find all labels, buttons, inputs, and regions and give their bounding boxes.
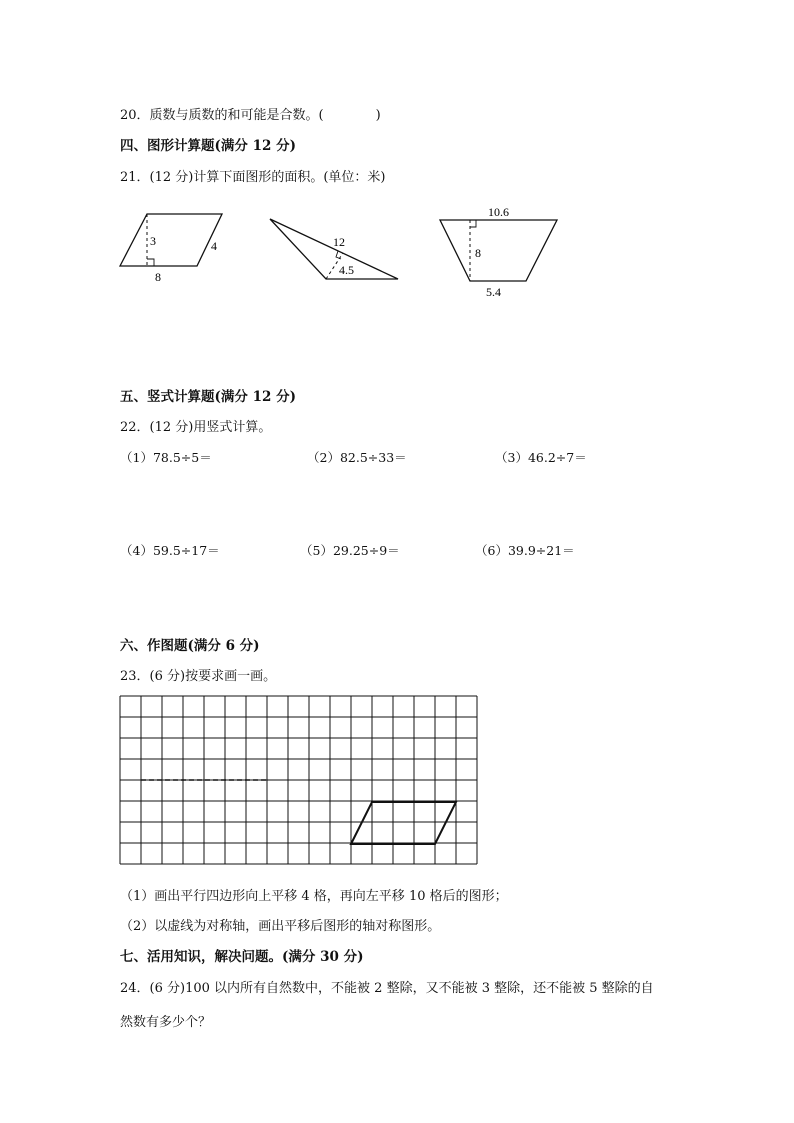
right-angle-mark xyxy=(470,220,476,227)
parallelogram-shape xyxy=(120,214,222,266)
parallelogram-height-label: 3 xyxy=(150,234,156,248)
calc-item-3: （3）46.2÷7＝ xyxy=(495,450,587,465)
q23-instruction-2: （2）以虚线为对称轴，画出平移后图形的轴对称图形。 xyxy=(120,919,441,934)
trapezoid-bottom-label: 5.4 xyxy=(486,285,501,299)
question-22: 22．(12 分)用竖式计算。 xyxy=(120,420,272,435)
trapezoid-height-label: 8 xyxy=(475,246,481,260)
question-21: 21．(12 分)计算下面图形的面积。(单位：米) xyxy=(120,170,386,185)
question-24-line-1: 24．(6 分)100 以内所有自然数中，不能被 2 整除，又不能被 3 整除，还不能被 5 整除的自 xyxy=(120,981,654,996)
section-4-heading: 四、图形计算题(满分 12 分) xyxy=(120,138,296,154)
triangle-base-label: 12 xyxy=(333,235,345,249)
trapezoid-top-label: 10.6 xyxy=(488,205,509,219)
right-angle-mark xyxy=(147,259,154,266)
q23-grid xyxy=(118,694,480,868)
triangle-height-label: 4.5 xyxy=(339,263,354,277)
question-24-line-2: 然数有多少个？ xyxy=(120,1015,212,1030)
q21-figures xyxy=(0,205,794,305)
question-20: 20．质数与质数的和可能是合数。( ) xyxy=(120,108,381,123)
calc-item-4: （4）59.5÷17＝ xyxy=(120,543,220,558)
triangle-shape xyxy=(270,219,398,279)
question-23: 23．(6 分)按要求画一画。 xyxy=(120,669,277,684)
q23-instruction-1: （1）画出平行四边形向上平移 4 格，再向左平移 10 格后的图形； xyxy=(120,889,508,904)
section-6-heading: 六、作图题(满分 6 分) xyxy=(120,638,260,654)
parallelogram-base-label: 8 xyxy=(155,270,161,284)
calc-item-2: （2）82.5÷33＝ xyxy=(307,450,407,465)
calc-item-6: （6）39.9÷21＝ xyxy=(475,543,575,558)
calc-item-1: （1）78.5÷5＝ xyxy=(120,450,212,465)
trapezoid-shape xyxy=(440,220,557,281)
parallelogram-side-label: 4 xyxy=(211,239,217,253)
section-5-heading: 五、竖式计算题(满分 12 分) xyxy=(120,389,296,405)
section-7-heading: 七、活用知识，解决问题。(满分 30 分) xyxy=(120,949,364,965)
parallelogram-on-grid xyxy=(351,802,456,844)
calc-item-5: （5）29.25÷9＝ xyxy=(300,543,400,558)
